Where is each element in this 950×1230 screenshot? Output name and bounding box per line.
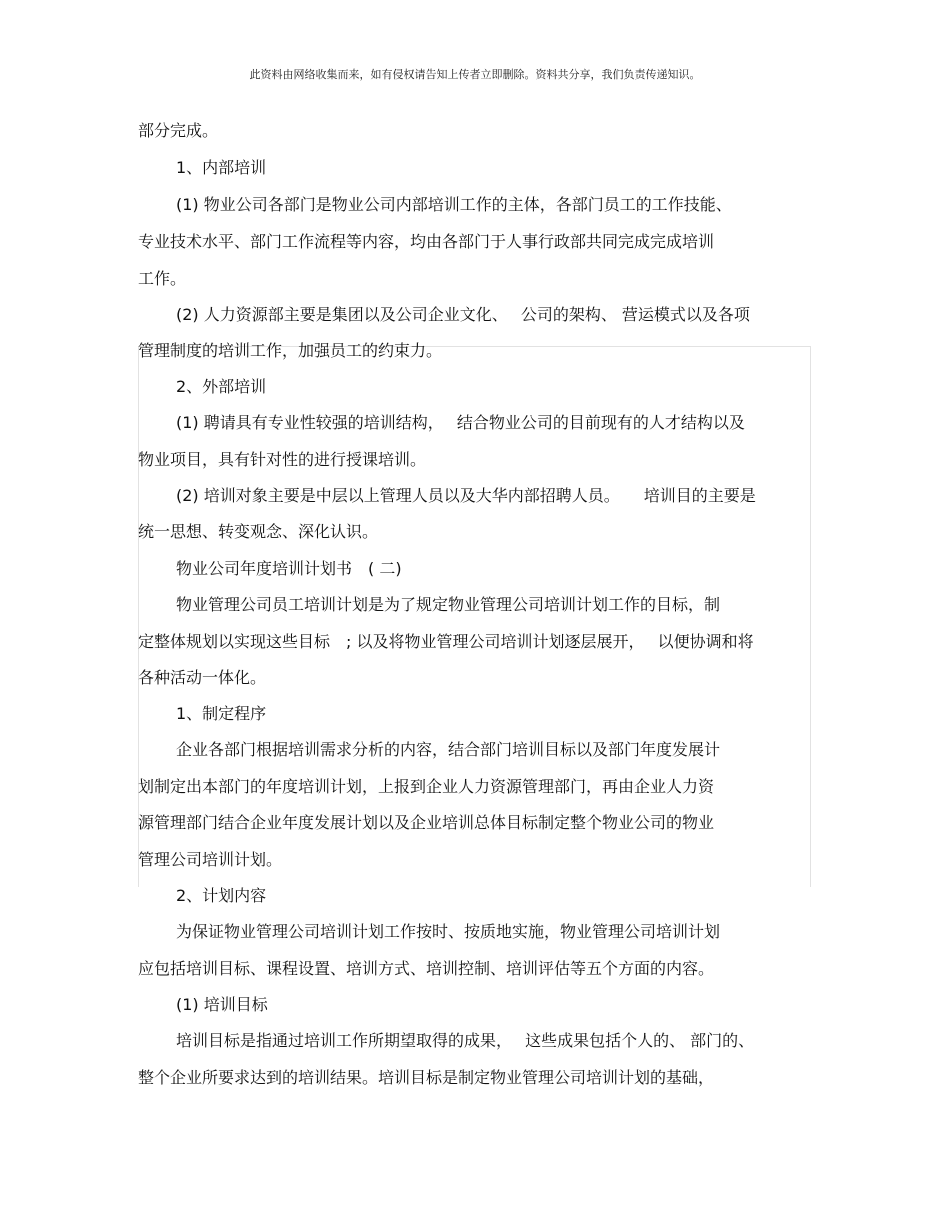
body-line: 部分完成。 — [138, 121, 219, 140]
header-disclaimer: 此资料由网络收集而来，如有侵权请告知上传者立即删除。资料共分享，我们负责传递知识。 — [249, 68, 701, 81]
body-line: (1) 聘请具有专业性较强的培训结构， 结合物业公司的目前现有的人才结构以及 — [176, 413, 745, 432]
body-line: 管理公司培训计划。 — [138, 850, 283, 869]
body-line: (2) 培训对象主要是中层以上管理人员以及大华内部招聘人员。 培训目的主要是 — [176, 486, 756, 505]
body-line: (2) 人力资源部主要是集团以及公司企业文化、 公司的架构、 营运模式以及各项 — [176, 305, 750, 324]
body-line: (1) 物业公司各部门是物业公司内部培训工作的主体，各部门员工的工作技能、 — [176, 195, 732, 214]
body-line: 整个企业所要求达到的培训结果。培训目标是制定物业管理公司培训计划的基础， — [138, 1068, 715, 1087]
section-heading: (1) 培训目标 — [176, 995, 268, 1014]
body-line: 工作。 — [138, 269, 187, 288]
body-line: 应包括培训目标、课程设置、培训方式、培训控制、培训评估等五个方面的内容。 — [138, 959, 715, 978]
body-line: 企业各部门根据培训需求分析的内容，结合部门培训目标以及部门年度发展计 — [176, 740, 721, 759]
body-line: 培训目标是指通过培训工作所期望取得的成果， 这些成果包括个人的、 部门的、 — [176, 1031, 755, 1050]
body-line: 划制定出本部门的年度培训计划，上报到企业人力资源管理部门，再由企业人力资 — [138, 777, 715, 796]
body-line: 各种活动一体化。 — [138, 668, 267, 687]
body-line: 管理制度的培训工作，加强员工的约束力。 — [138, 341, 443, 360]
body-line: 统一思想、转变观念、深化认识。 — [138, 522, 379, 541]
body-line: 为保证物业管理公司培训计划工作按时、按质地实施，物业管理公司培训计划 — [176, 922, 721, 941]
section-heading: 2、计划内容 — [176, 886, 267, 905]
section-heading: 1、制定程序 — [176, 704, 267, 723]
body-line: 专业技术水平、部门工作流程等内容，均由各部门于人事行政部共同完成完成培训 — [138, 232, 715, 251]
body-line: 物业项目，具有针对性的进行授课培训。 — [138, 450, 427, 469]
body-line: 物业管理公司员工培训计划是为了规定物业管理公司培训计划工作的目标，制 — [176, 595, 721, 614]
body-line: 源管理部门结合企业年度发展计划以及企业培训总体目标制定整个物业公司的物业 — [138, 813, 715, 832]
section-heading: 物业公司年度培训计划书 ( 二) — [176, 559, 402, 578]
section-heading: 1、内部培训 — [176, 158, 267, 177]
body-line: 定整体规划以实现这些目标 ; 以及将物业管理公司培训计划逐层展开， 以便协调和将 — [138, 632, 754, 651]
section-heading: 2、外部培训 — [176, 377, 267, 396]
